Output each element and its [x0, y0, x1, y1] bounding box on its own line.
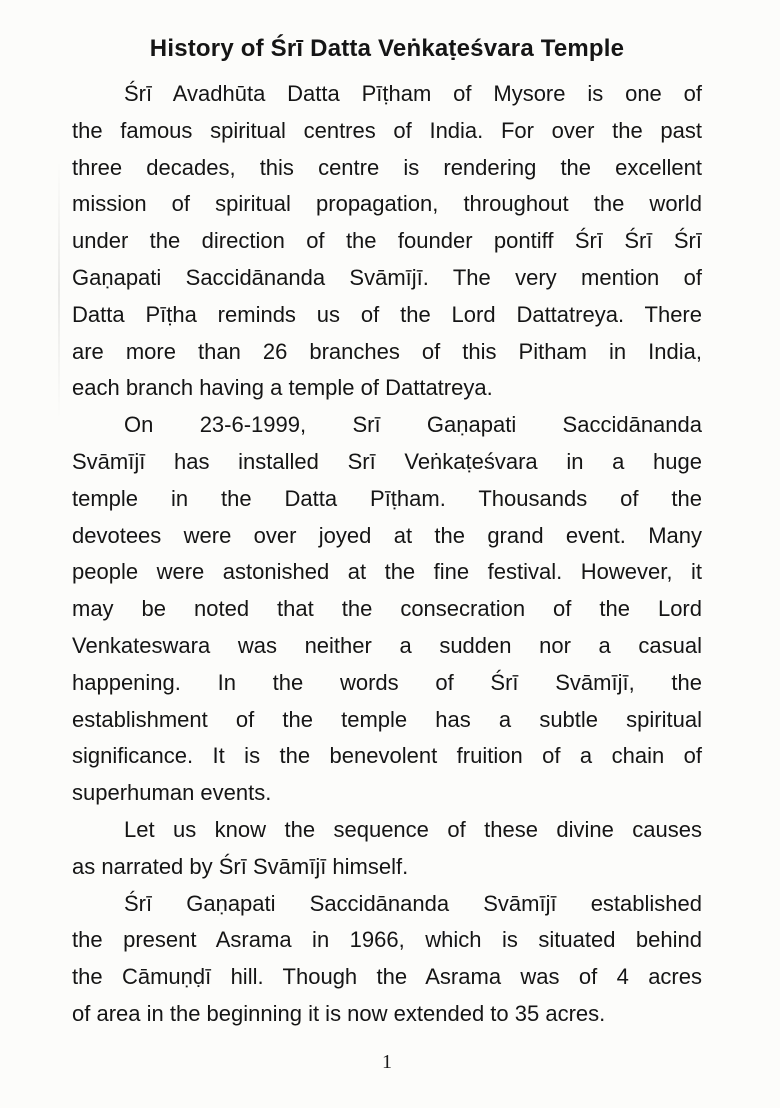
text-line: happening. In the words of Śrī Svāmījī, the	[72, 669, 702, 695]
text-line: the Cāmuṇḍī hill. Though the Asrama was of 4 acres	[72, 964, 702, 990]
text-line: people were astonished at the fine festival. However, it	[72, 559, 702, 585]
text-line: Let us know the sequence of these divine causes	[124, 816, 702, 842]
text-line: mission of spiritual propagation, throughout the world	[72, 191, 702, 217]
text-line: Datta Pīṭha reminds us of the Lord Dattatreya. There	[72, 301, 702, 327]
text-line: devotees were over joyed at the grand event. Many	[72, 522, 702, 548]
text-line: Śrī Avadhūta Datta Pīṭham of Mysore is one of	[124, 81, 702, 106]
text-line: establishment of the temple has a subtle spiritual	[72, 706, 702, 732]
text-line: significance. It is the benevolent fruition of a chain of	[72, 743, 702, 769]
page-number: 1	[382, 1050, 392, 1073]
text-line: superhuman events.	[72, 780, 272, 806]
text-line: the famous spiritual centres of India. For over the past	[72, 117, 702, 143]
text-line: the present Asrama in 1966, which is situated behind	[72, 927, 702, 953]
text-line: Śrī Gaṇapati Saccidānanda Svāmījī established	[124, 890, 702, 916]
scan-artifact	[58, 160, 60, 420]
body-text	[72, 76, 702, 1033]
text-line: under the direction of the founder pontiff Śrī Śrī Śrī	[72, 228, 702, 254]
text-line: may be noted that the consecration of the Lord	[72, 596, 702, 622]
text-line: Gaṇapati Saccidānanda Svāmījī. The very mention of	[72, 264, 702, 290]
text-line: Venkateswara was neither a sudden nor a casual	[72, 632, 702, 658]
text-line: temple in the Datta Pīṭham. Thousands of the	[72, 485, 702, 511]
text-line: On 23-6-1999, Srī Gaṇapati Saccidānanda	[124, 412, 702, 438]
text-line: Svāmījī has installed Srī Veṅkaṭeśvara in a huge	[72, 448, 702, 474]
text-line: as narrated by Śrī Svāmījī himself.	[72, 853, 409, 879]
text-line: of area in the beginning it is now extended to 35 acres.	[72, 1000, 606, 1026]
page-title: History of Śrī Datta Veṅkaṭeśvara Temple	[149, 35, 625, 62]
text-line: three decades, this centre is rendering the excellent	[72, 154, 702, 180]
text-line: each branch having a temple of Dattatreya.	[72, 375, 493, 401]
text-line: are more than 26 branches of this Pitham in India,	[72, 338, 702, 364]
